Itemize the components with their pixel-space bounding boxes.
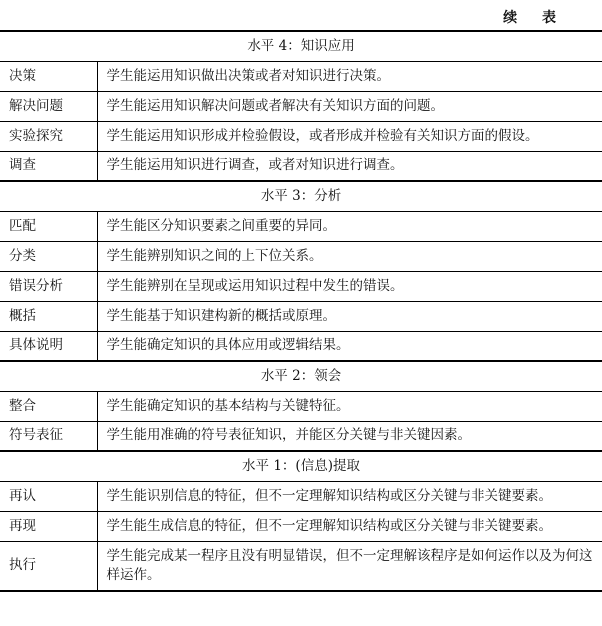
row-description: 学生能完成某一程序且没有明显错误，但不一定理解该程序是如何运作以及为何这样运作。: [97, 541, 602, 591]
section-header: [0, 361, 602, 391]
continued-label: 续 表: [503, 10, 566, 26]
row-term: 错误分析: [0, 271, 97, 301]
table-row: [0, 331, 602, 361]
levels-table: [0, 30, 602, 592]
row-description: 学生能基于知识建构新的概括或原理。: [97, 301, 602, 331]
section-title: 水平 2：领会: [0, 361, 602, 391]
row-description: 学生能运用知识解决问题或者解决有关知识方面的问题。: [97, 91, 602, 121]
row-description: 学生能识别信息的特征，但不一定理解知识结构或区分关键与非关键要素。: [97, 481, 602, 511]
row-term: 符号表征: [0, 421, 97, 451]
section-title: 水平 1：(信息)提取: [0, 451, 602, 481]
row-term: 决策: [0, 61, 97, 91]
section-header: [0, 181, 602, 211]
table-row: [0, 61, 602, 91]
table-row: [0, 91, 602, 121]
table-row: [0, 211, 602, 241]
row-description: 学生能运用知识做出决策或者对知识进行决策。: [97, 61, 602, 91]
table-row: [0, 301, 602, 331]
row-term: 执行: [0, 541, 97, 591]
table-row: [0, 241, 602, 271]
table-row: [0, 121, 602, 151]
row-description: 学生能生成信息的特征，但不一定理解知识结构或区分关键与非关键要素。: [97, 511, 602, 541]
row-description: 学生能运用知识形成并检验假设，或者形成并检验有关知识方面的假设。: [97, 121, 602, 151]
row-term: 调查: [0, 151, 97, 181]
row-description: 学生能用准确的符号表征知识，并能区分关键与非关键因素。: [97, 421, 602, 451]
row-description: 学生能区分知识要素之间重要的异同。: [97, 211, 602, 241]
section-title: 水平 4：知识应用: [0, 31, 602, 61]
row-description: 学生能确定知识的具体应用或逻辑结果。: [97, 331, 602, 361]
table-row: [0, 391, 602, 421]
row-term: 解决问题: [0, 91, 97, 121]
table-row: [0, 421, 602, 451]
section-header: [0, 31, 602, 61]
row-term: 再认: [0, 481, 97, 511]
row-description: 学生能辨别知识之间的上下位关系。: [97, 241, 602, 271]
table-row: [0, 151, 602, 181]
table-row: [0, 271, 602, 301]
row-term: 分类: [0, 241, 97, 271]
section-header: [0, 451, 602, 481]
row-description: 学生能运用知识进行调查，或者对知识进行调查。: [97, 151, 602, 181]
row-term: 再现: [0, 511, 97, 541]
row-term: 整合: [0, 391, 97, 421]
row-description: 学生能确定知识的基本结构与关键特征。: [97, 391, 602, 421]
row-description: 学生能辨别在呈现或运用知识过程中发生的错误。: [97, 271, 602, 301]
row-term: 实验探究: [0, 121, 97, 151]
table-row: [0, 511, 602, 541]
row-term: 具体说明: [0, 331, 97, 361]
table-row: [0, 481, 602, 511]
row-term: 概括: [0, 301, 97, 331]
row-term: 匹配: [0, 211, 97, 241]
table-row: [0, 541, 602, 591]
section-title: 水平 3：分析: [0, 181, 602, 211]
